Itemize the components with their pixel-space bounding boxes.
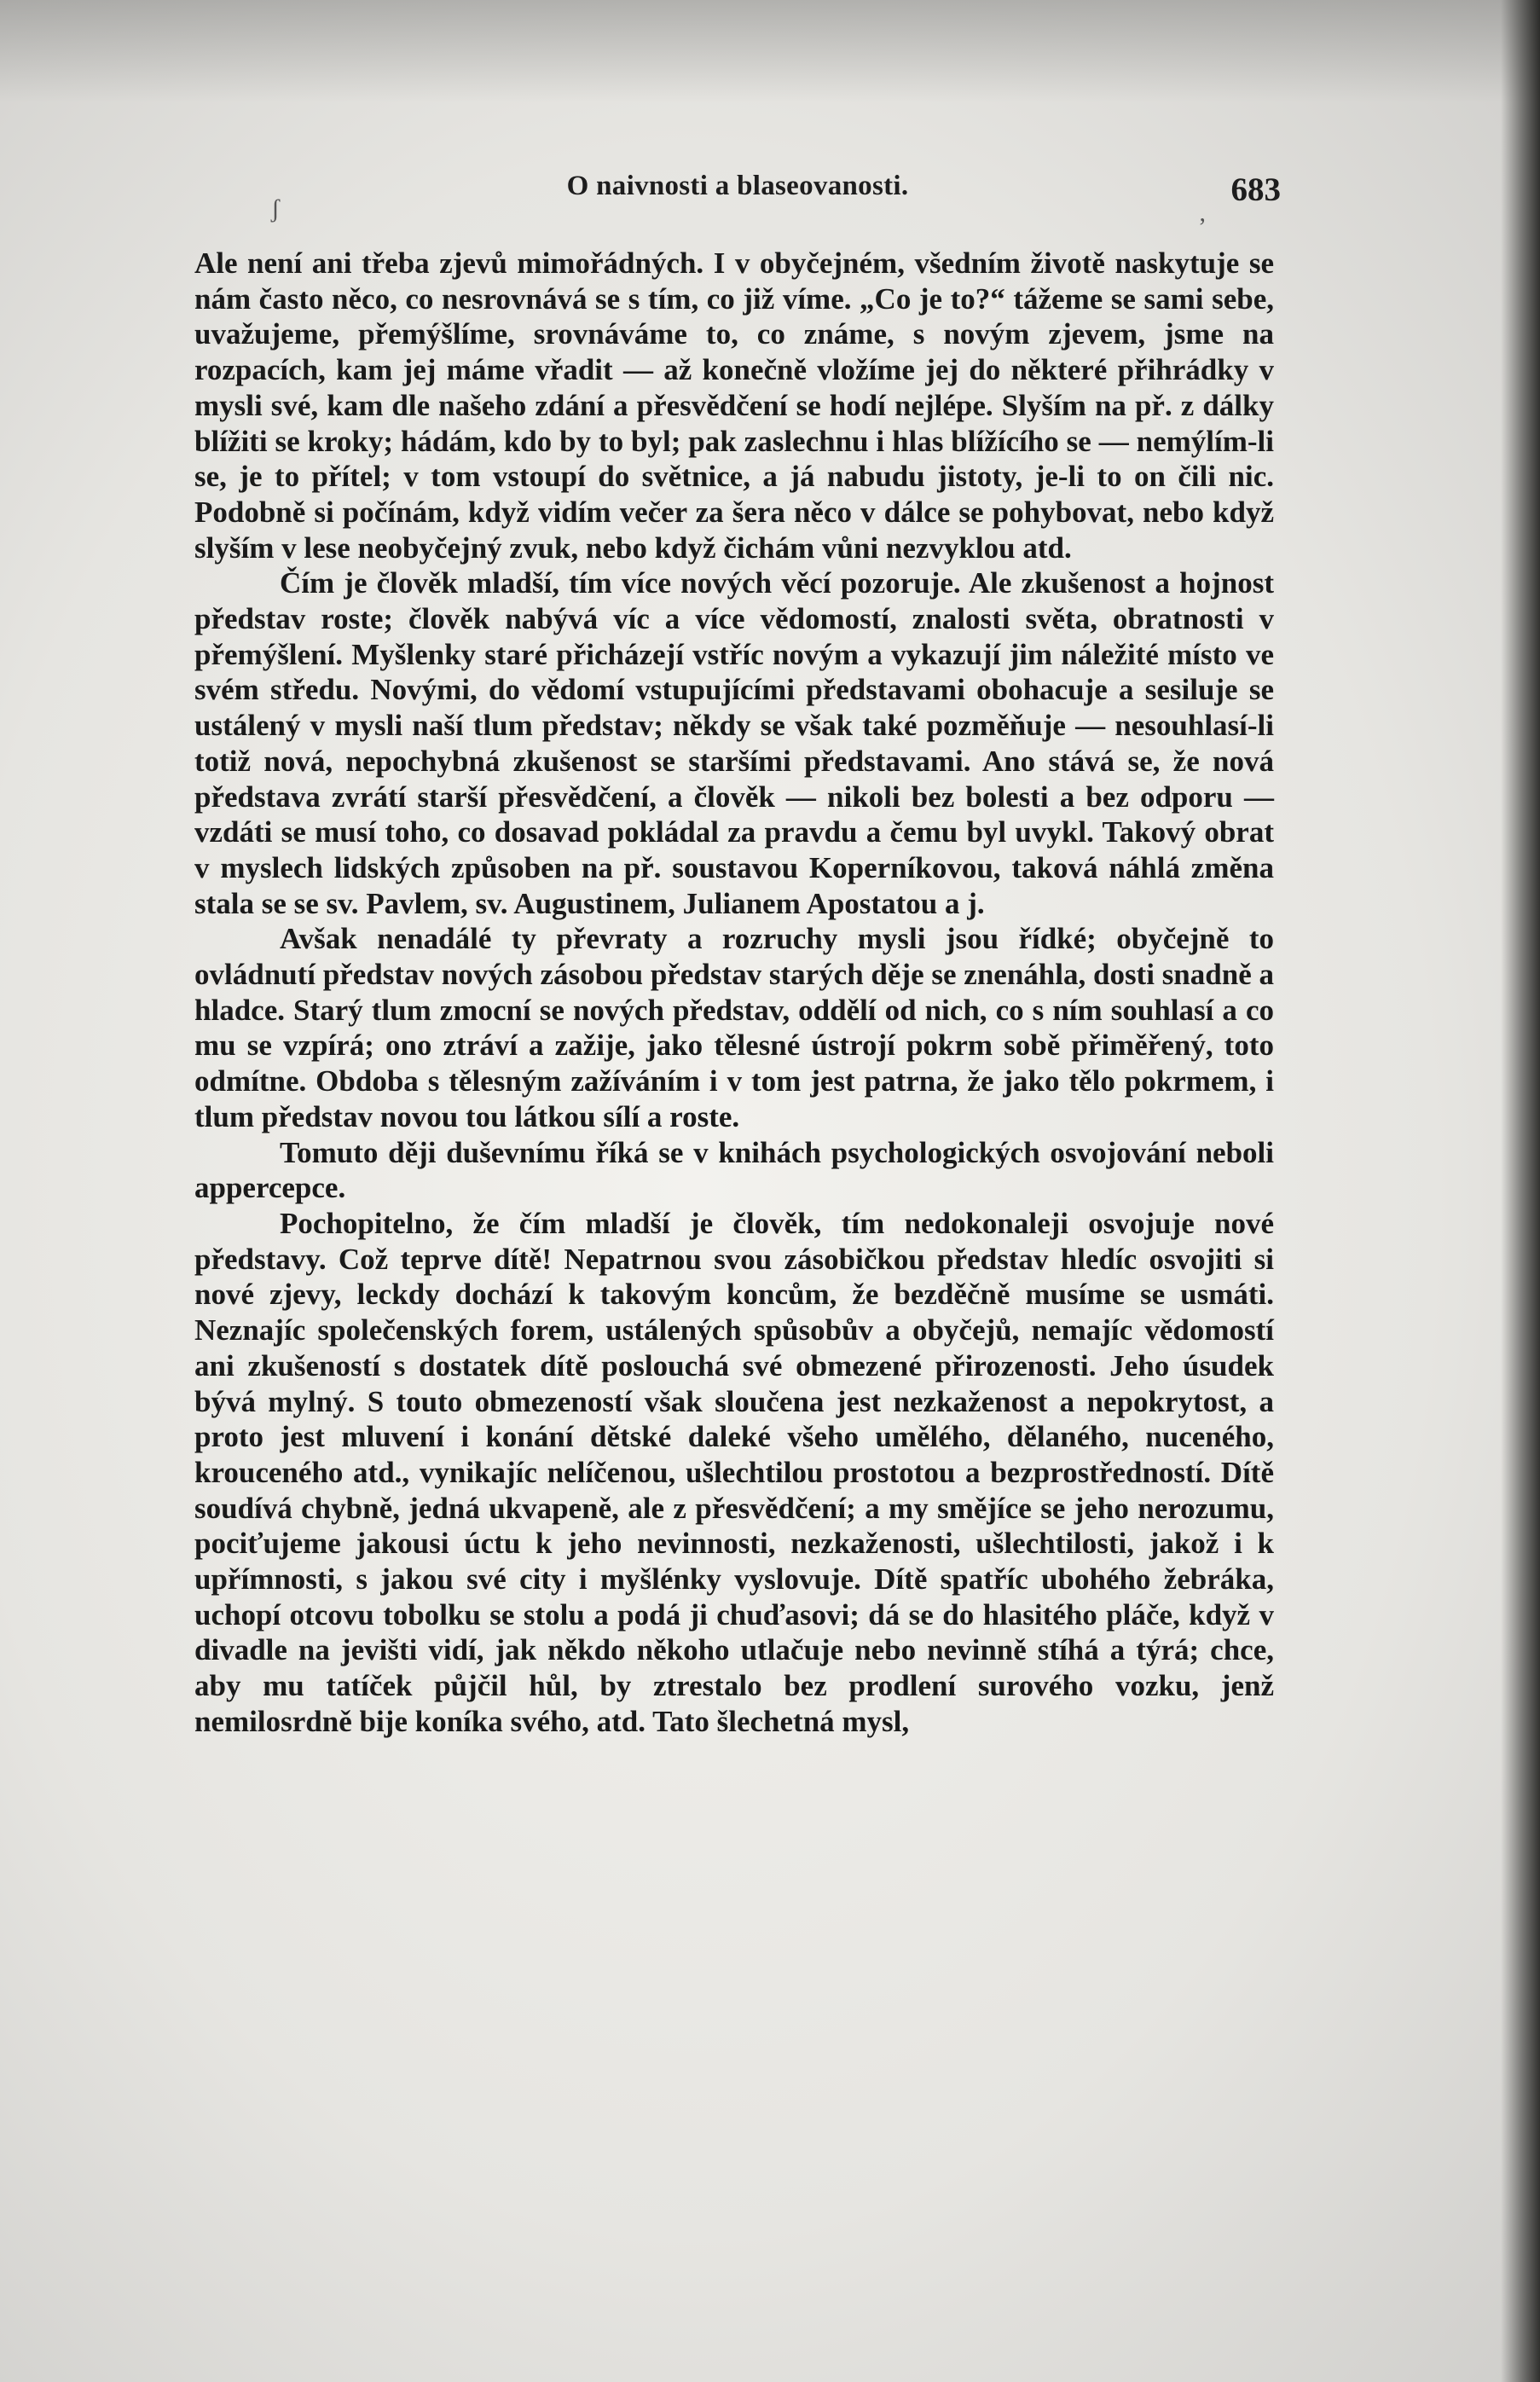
body-text [194, 246, 1274, 1740]
page-number: 683 [1230, 171, 1281, 208]
running-title: O naivnosti a blaseovanosti. [566, 171, 909, 201]
speck-mark: ʼ [1198, 213, 1207, 241]
paragraph-2: Čím je člověk mladší, tím více nových věcí pozoruje. Ale zkušenost a hojnost představ roste; člověk nabývá víc a více vědomostí, znalosti světa, obratnosti v přemýšlení. Myšlenky staré přicházejí vstříc novým a vykazují jim náležité místo ve svém středu. Novými, do vědomí vstupujícími představami obohacuje a sesiluje se ustálený v mysli naší tlum představ; někdy se však také pozměňuje — nesouhlasí-li totiž nová, nepochybná zkušenost se staršími představami. Ano stává se, že nová představa zvrátí starší přesvědčení, a člověk — nikoli bez bolesti a bez odporu — vzdáti se musí toho, co dosavad pokládal za pravdu a čemu byl uvykl. Takový obrat v myslech lidských způsoben na př. soustavou Koperníkovou, taková náhlá změna stala se se sv. Pavlem, sv. Augustinem, Julianem Apostatou a j. [194, 566, 1274, 920]
pencil-mark: ʃ [271, 194, 280, 223]
paragraph-3: Avšak nenadálé ty převraty a rozruchy mysli jsou řídké; obyčejně to ovládnutí představ nových zásobou představ starých děje se znenáhla, dosti snadně a hladce. Starý tlum zmocní se nových představ, oddělí od nich, co s ním souhlasí a co mu se vzpírá; ono ztráví a zažije, jako tělesné ústrojí pokrm sobě přiměřený, toto odmítne. Obdoba s tělesným zažíváním i v tom jest patrna, že jako tělo pokrmem, i tlum představ novou tou látkou sílí a roste. [194, 922, 1274, 1133]
paragraph-4: Tomuto ději duševnímu říká se v knihách psychologických osvojování neboli appercepce. [194, 1135, 1274, 1205]
scan-shadow [0, 0, 1540, 102]
book-binding-edge [1501, 0, 1540, 2382]
paragraph-5: Pochopitelno, že čím mladší je člověk, tím nedokonaleji osvojuje nové představy. Což teprve dítě! Nepatrnou svou zásobičkou představ hledíc osvojiti si nové zjevy, leckdy dochází k takovým koncům, že bezděčně musíme se usmáti. Neznajíc společenských forem, ustálených spůsobův a obyčejů, nemajíc vědomostí ani zkušeností s dostatek dítě poslouchá své obmezené přirozenosti. Jeho úsudek bývá mylný. S touto obmezeností však sloučena jest nezkaženost a nepokrytost, a proto jest mluvení i konání dětské daleké všeho umělého, dělaného, nuceného, krouceného atd., vynikajíc nelíčenou, ušlechtilou prostotou a bezprostředností. Dítě soudívá chybně, jedná ukvapeně, ale z přesvědčení; a my smějíce se jeho nerozumu, pociťujeme jakousi úctu k jeho nevinnosti, nezkaženosti, ušlechtilosti, jakož i k upřímnosti, s jakou své city i myšlénky vyslovuje. Dítě spatříc ubohého žebráka, uchopí otcovu tobolku se stolu a podá ji chuďasovi; dá se do hlasitého pláče, když v divadle na jevišti vidí, jak někdo někoho utlačuje nebo nevinně stíhá a týrá; chce, aby mu tatíček půjčil hůl, by ztrestalo bez prodlení surového vozku, jenž nemilosrdně bije koníka svého, atd. Tato šlechetná mysl, [194, 1206, 1274, 1738]
paragraph-1: Ale není ani třeba zjevů mimořádných. I v obyčejném, všedním životě naskytuje se nám často něco, co nesrovnává se s tím, co již víme. „Co je to?“ tážeme se sami sebe, uvažujeme, přemýšlíme, srovnáváme to, co známe, s novým zjevem, jsme na rozpacích, kam jej máme vřadit — až konečně vložíme jej do některé přihrádky v mysli své, kam dle našeho zdání a přesvědčení se hodí nejlépe. Slyším na př. z dálky blížiti se kroky; hádám, kdo by to byl; pak zaslechnu i hlas blížícího se — nemýlím-li se, je to přítel; v tom vstoupí do světnice, a já nabudu jistoty, je-li to on čili nic. Podobně si počínám, když vidím večer za šera něco v dálce se pohybovat, nebo když slyším v lese neobyčejný zvuk, nebo když čichám vůni nezvyklou atd. [194, 246, 1274, 565]
page-header [194, 171, 1281, 213]
